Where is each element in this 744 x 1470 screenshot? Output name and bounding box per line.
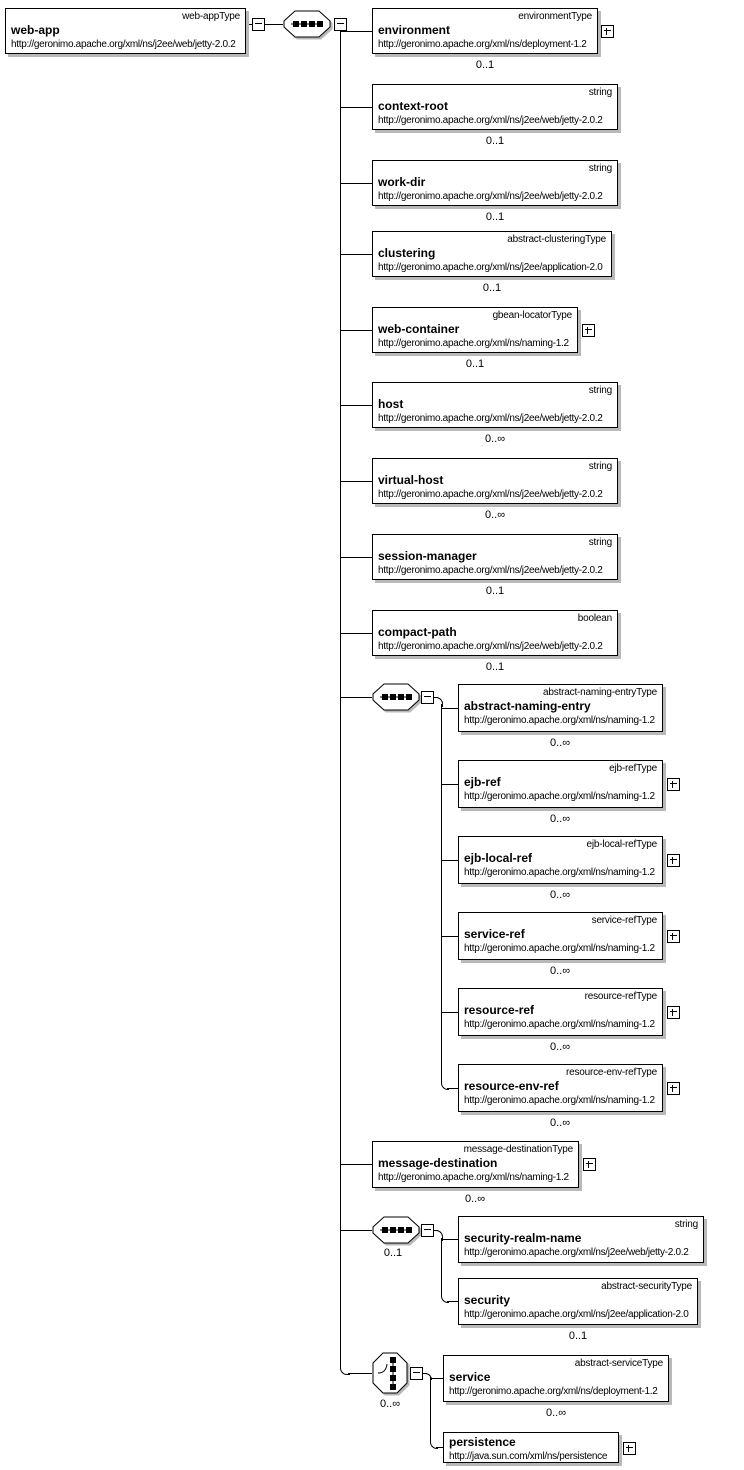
connector-line xyxy=(340,405,372,406)
cardinality-label: 0..1 xyxy=(485,661,505,673)
node-name-label: work-dir xyxy=(378,175,426,189)
element-web-container[interactable] xyxy=(372,307,578,353)
plus-icon-ejb-ref[interactable] xyxy=(667,778,680,791)
node-namespace-label: http://geronimo.apache.org/xml/ns/j2ee/application-2.0 xyxy=(378,262,603,273)
node-name-label: environment xyxy=(378,23,451,37)
element-security-realm-name[interactable] xyxy=(458,1216,704,1263)
node-name-label: web-app xyxy=(11,23,60,37)
cardinality-label: 0..∞ xyxy=(549,813,571,825)
plus-icon-message-destination[interactable] xyxy=(583,1158,596,1171)
element-context-root[interactable] xyxy=(372,84,618,130)
minus-icon-service-choice[interactable] xyxy=(410,1367,423,1380)
node-namespace-label: http://geronimo.apache.org/xml/ns/naming-1.2 xyxy=(378,338,569,349)
connector-trunk xyxy=(441,704,442,1080)
plus-icon-environment[interactable] xyxy=(601,25,614,38)
node-name-label: security xyxy=(464,1293,511,1307)
cardinality-label: 0..∞ xyxy=(549,965,571,977)
node-name-label: virtual-host xyxy=(378,473,444,487)
connector-line xyxy=(340,254,372,255)
node-namespace-label: http://java.sun.com/xml/ns/persistence xyxy=(449,1451,608,1462)
connector-line xyxy=(441,860,458,861)
element-resource-ref[interactable] xyxy=(458,988,663,1036)
node-namespace-label: http://geronimo.apache.org/xml/ns/naming-1.2 xyxy=(464,791,655,802)
node-name-label: resource-ref xyxy=(464,1003,535,1017)
node-name-label: clustering xyxy=(378,246,436,260)
connector-line xyxy=(340,697,372,698)
connector-line xyxy=(447,1301,458,1302)
element-session-manager[interactable] xyxy=(372,534,618,580)
plus-icon-service-ref[interactable] xyxy=(667,930,680,943)
minus-icon-root[interactable] xyxy=(252,18,265,31)
cardinality-label: 0..1 xyxy=(482,282,502,294)
node-type-label: string xyxy=(588,461,612,472)
connector-line xyxy=(340,1230,372,1231)
connector-line xyxy=(340,107,372,108)
connector-line xyxy=(441,708,458,709)
cardinality-label: 0..1 xyxy=(465,358,485,370)
connector-line xyxy=(348,1373,372,1374)
node-type-label: string xyxy=(588,163,612,174)
element-clustering[interactable] xyxy=(372,231,612,277)
node-name-label: security-realm-name xyxy=(464,1231,582,1245)
node-namespace-label: http://geronimo.apache.org/xml/ns/j2ee/web/jetty-2.0.2 xyxy=(378,191,603,202)
connector-line xyxy=(430,1378,443,1379)
sequence-compositor-icon[interactable] xyxy=(283,10,331,43)
node-namespace-label: http://geronimo.apache.org/xml/ns/j2ee/web/jetty-2.0.2 xyxy=(378,565,603,576)
connector-trunk xyxy=(441,1238,442,1295)
cardinality-label: 0..∞ xyxy=(379,1398,401,1410)
node-name-label: service-ref xyxy=(464,927,525,941)
connector-line xyxy=(265,24,283,25)
node-type-label: abstract-naming-entryType xyxy=(543,687,657,698)
plus-icon-persistence[interactable] xyxy=(623,1442,636,1455)
node-namespace-label: http://geronimo.apache.org/xml/ns/naming-1.2 xyxy=(378,1172,569,1183)
node-type-label: string xyxy=(588,537,612,548)
node-namespace-label: http://geronimo.apache.org/xml/ns/j2ee/web/jetty-2.0.2 xyxy=(378,115,603,126)
cardinality-label: 0..∞ xyxy=(549,1117,571,1129)
element-resource-env-ref[interactable] xyxy=(458,1064,663,1112)
node-name-label: web-container xyxy=(378,322,460,336)
sequence-compositor-icon[interactable] xyxy=(372,683,420,716)
plus-icon-ejb-local-ref[interactable] xyxy=(667,854,680,867)
plus-icon-resource-env-ref[interactable] xyxy=(667,1082,680,1095)
minus-icon-naming-sequence[interactable] xyxy=(421,691,434,704)
node-name-label: service xyxy=(449,1370,491,1384)
node-namespace-label: http://geronimo.apache.org/xml/ns/naming-1.2 xyxy=(464,1019,655,1030)
connector-line xyxy=(447,1088,458,1089)
node-type-label: message-destinationType xyxy=(463,1144,573,1155)
node-namespace-label: http://geronimo.apache.org/xml/ns/j2ee/web/jetty-2.0.2 xyxy=(464,1247,689,1258)
node-namespace-label: http://geronimo.apache.org/xml/ns/deployment-1.2 xyxy=(449,1386,658,1397)
cardinality-label: 0..1 xyxy=(568,1330,588,1342)
connector-line xyxy=(340,1164,372,1165)
cardinality-label: 0..∞ xyxy=(549,1041,571,1053)
sequence-compositor-icon[interactable] xyxy=(372,1216,420,1249)
cardinality-label: 0..∞ xyxy=(549,737,571,749)
cardinality-label: 0..1 xyxy=(485,585,505,597)
cardinality-label: 0..1 xyxy=(485,135,505,147)
element-security[interactable] xyxy=(458,1278,698,1325)
cardinality-label: 0..∞ xyxy=(484,509,506,521)
element-persistence[interactable] xyxy=(443,1432,619,1463)
cardinality-label: 0..1 xyxy=(485,211,505,223)
cardinality-label: 0..∞ xyxy=(484,433,506,445)
cardinality-label: 0..∞ xyxy=(545,1407,567,1419)
connector-line xyxy=(340,481,372,482)
node-name-label: persistence xyxy=(449,1435,516,1449)
node-namespace-label: http://geronimo.apache.org/xml/ns/naming-1.2 xyxy=(464,867,655,878)
node-type-label: service-refType xyxy=(591,915,657,926)
element-virtual-host[interactable] xyxy=(372,458,618,504)
node-name-label: session-manager xyxy=(378,549,477,563)
node-namespace-label: http://geronimo.apache.org/xml/ns/j2ee/web/jetty-2.0.2 xyxy=(378,413,603,424)
cardinality-label: 0..1 xyxy=(383,1247,403,1259)
node-name-label: ejb-ref xyxy=(464,775,501,789)
connector-line xyxy=(340,557,372,558)
minus-icon-root-sequence[interactable] xyxy=(334,18,347,31)
connector-line xyxy=(340,31,372,32)
node-type-label: resource-refType xyxy=(584,991,657,1002)
plus-icon-resource-ref[interactable] xyxy=(667,1006,680,1019)
node-name-label: context-root xyxy=(378,99,448,113)
node-type-label: string xyxy=(674,1219,698,1230)
element-service[interactable] xyxy=(443,1355,669,1402)
node-name-label: resource-env-ref xyxy=(464,1079,559,1093)
connector-line xyxy=(340,633,372,634)
node-namespace-label: http://geronimo.apache.org/xml/ns/j2ee/web/jetty-2.0.2 xyxy=(378,489,603,500)
node-namespace-label: http://geronimo.apache.org/xml/ns/j2ee/web/jetty-2.0.2 xyxy=(378,641,603,652)
element-abstract-naming-entry[interactable] xyxy=(458,684,663,732)
connector-line xyxy=(441,1012,458,1013)
choice-compositor-icon[interactable] xyxy=(372,1352,408,1399)
element-environment[interactable] xyxy=(372,8,598,54)
node-type-label: boolean xyxy=(577,613,612,624)
node-type-label: abstract-serviceType xyxy=(574,1358,663,1369)
connector-trunk xyxy=(430,1377,431,1441)
element-web-app[interactable] xyxy=(5,8,246,54)
connector-line xyxy=(441,936,458,937)
node-type-label: ejb-local-refType xyxy=(586,839,657,850)
node-namespace-label: http://geronimo.apache.org/xml/ns/j2ee/web/jetty-2.0.2 xyxy=(11,39,236,50)
element-host[interactable] xyxy=(372,382,618,428)
element-work-dir[interactable] xyxy=(372,160,618,206)
node-type-label: web-appType xyxy=(182,11,240,22)
cardinality-label: 0..1 xyxy=(475,59,495,71)
node-type-label: environmentType xyxy=(518,11,592,22)
element-service-ref[interactable] xyxy=(458,912,663,960)
node-type-label: gbean-locatorType xyxy=(492,310,572,321)
node-type-label: string xyxy=(588,385,612,396)
connector-line xyxy=(340,183,372,184)
node-name-label: ejb-local-ref xyxy=(464,851,533,865)
plus-icon-web-container[interactable] xyxy=(582,324,595,337)
node-type-label: abstract-securityType xyxy=(601,1281,692,1292)
node-type-label: ejb-refType xyxy=(609,763,657,774)
element-ejb-local-ref[interactable] xyxy=(458,836,663,884)
element-compact-path[interactable] xyxy=(372,610,618,656)
element-message-destination[interactable] xyxy=(372,1141,579,1188)
connector-line xyxy=(340,330,372,331)
cardinality-label: 0..∞ xyxy=(549,889,571,901)
node-type-label: resource-env-refType xyxy=(565,1067,657,1078)
node-name-label: host xyxy=(378,397,404,411)
connector-line xyxy=(441,1239,458,1240)
node-name-label: message-destination xyxy=(378,1156,498,1170)
cardinality-label: 0..∞ xyxy=(464,1193,486,1205)
node-name-label: abstract-naming-entry xyxy=(464,699,591,713)
node-type-label: string xyxy=(588,87,612,98)
node-type-label: abstract-clusteringType xyxy=(507,234,606,245)
element-ejb-ref[interactable] xyxy=(458,760,663,808)
node-namespace-label: http://geronimo.apache.org/xml/ns/deployment-1.2 xyxy=(378,39,587,50)
node-namespace-label: http://geronimo.apache.org/xml/ns/naming-1.2 xyxy=(464,943,655,954)
node-name-label: compact-path xyxy=(378,625,457,639)
connector-line xyxy=(436,1447,443,1448)
node-namespace-label: http://geronimo.apache.org/xml/ns/j2ee/application-2.0 xyxy=(464,1309,689,1320)
node-namespace-label: http://geronimo.apache.org/xml/ns/naming-1.2 xyxy=(464,1095,655,1106)
node-namespace-label: http://geronimo.apache.org/xml/ns/naming-1.2 xyxy=(464,715,655,726)
connector-line xyxy=(441,784,458,785)
minus-icon-security-sequence[interactable] xyxy=(421,1224,434,1237)
